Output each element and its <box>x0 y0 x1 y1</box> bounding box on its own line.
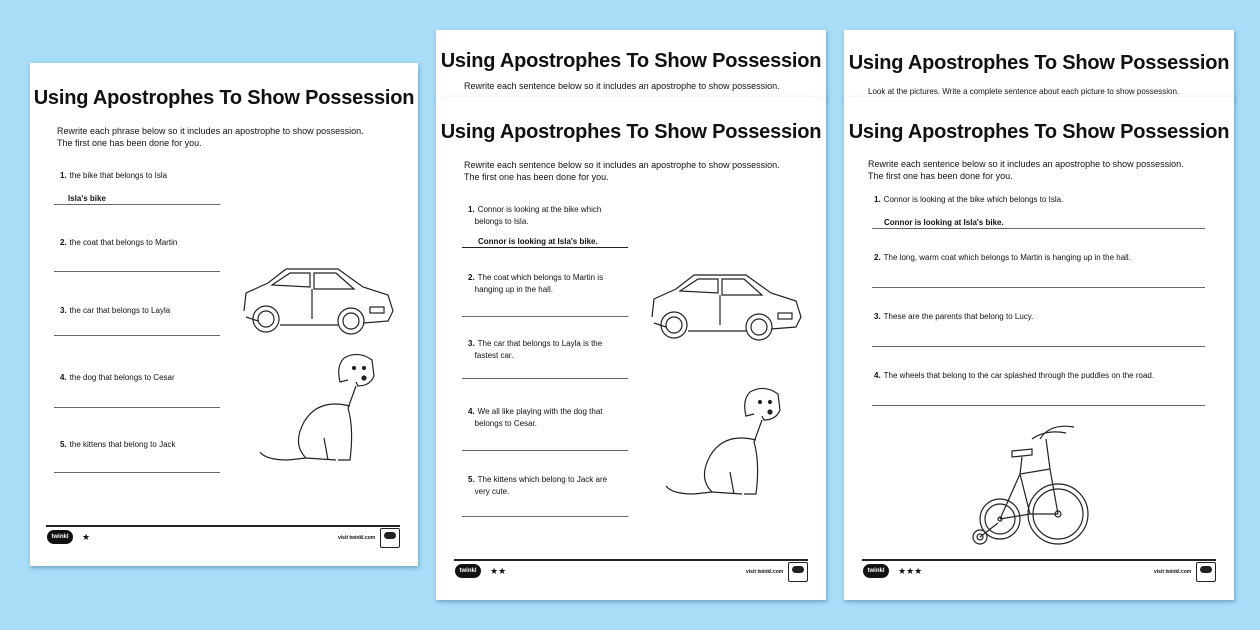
answer-line[interactable] <box>462 516 628 517</box>
difficulty-stars: ★★ <box>490 566 507 576</box>
question-3: 3. The car that belongs to Layla is the fastest car. <box>468 339 603 360</box>
example-answer: Connor is looking at Isla's bike. <box>478 237 598 246</box>
question-3: 3. the car that belongs to Layla <box>60 306 171 315</box>
question-2: 2. the coat that belongs to Martin <box>60 238 178 247</box>
worksheet-2-back <box>436 30 826 100</box>
question-1: 1. Connor is looking at the bike which belongs to Isla. <box>468 205 602 226</box>
worksheet-title: Using Apostrophes To Show Possession <box>440 121 822 143</box>
instruction-line: The first one has been done for you. <box>868 171 1013 181</box>
example-answer: Connor is looking at Isla's bike. <box>884 218 1004 227</box>
twinkl-logo: twinkl <box>863 564 889 578</box>
answer-line[interactable] <box>872 287 1205 288</box>
question-4: 4. the dog that belongs to Cesar <box>60 373 175 382</box>
bicycle-illustration <box>970 419 1095 551</box>
instruction-line: The first one has been done for you. <box>57 138 202 148</box>
instructions <box>57 125 364 149</box>
answer-line[interactable] <box>462 378 628 379</box>
question-3: 3. These are the parents that belong to Lucy. <box>874 312 1034 321</box>
worksheet-title: Using Apostrophes To Show Possession <box>33 87 415 109</box>
badge-icon <box>1196 562 1216 582</box>
example-answer: Isla's bike <box>68 194 106 203</box>
question-5: 5. the kittens that belong to Jack <box>60 440 176 449</box>
answer-line[interactable] <box>54 271 220 272</box>
difficulty-stars: ★★★ <box>898 566 923 576</box>
instructions: Rewrite each sentence below so it includes an apostrophe to show possession. <box>464 81 780 91</box>
question-4: 4. We all like playing with the dog that belongs to Cesar. <box>468 407 603 428</box>
question-4: 4. The wheels that belong to the car splashed through the puddles on the road. <box>874 371 1155 380</box>
worksheet-3 <box>844 97 1234 600</box>
answer-line[interactable] <box>54 472 220 473</box>
footer-divider <box>454 559 808 561</box>
footer-site: visit twinkl.com <box>338 535 376 541</box>
dog-illustration <box>664 382 789 502</box>
answer-line[interactable] <box>462 247 628 248</box>
footer-divider <box>862 559 1216 561</box>
instructions <box>464 159 780 183</box>
car-illustration <box>646 269 806 344</box>
instruction-line: Rewrite each sentence below so it includes an apostrophe to show possession. <box>464 160 780 170</box>
twinkl-logo: twinkl <box>47 530 73 544</box>
answer-line[interactable] <box>462 316 628 317</box>
instructions: Look at the pictures. Write a complete sentence about each picture to show possession. <box>868 87 1180 96</box>
answer-line[interactable] <box>872 346 1205 347</box>
answer-line[interactable] <box>872 228 1205 229</box>
worksheet-title: Using Apostrophes To Show Possession <box>440 50 822 72</box>
footer-site: visit twinkl.com <box>1154 569 1192 575</box>
answer-line[interactable] <box>54 335 220 336</box>
answer-line[interactable] <box>54 407 220 408</box>
badge-icon <box>380 528 400 548</box>
worksheet-title: Using Apostrophes To Show Possession <box>848 121 1230 143</box>
question-1: 1. Connor is looking at the bike which belongs to Isla. <box>874 195 1064 204</box>
footer-site: visit twinkl.com <box>746 569 784 575</box>
worksheet-2 <box>436 97 826 600</box>
question-1: 1. the bike that belongs to Isla <box>60 171 168 180</box>
question-2: 2. The coat which belongs to Martin is hanging up in the hall. <box>468 273 604 294</box>
car-illustration <box>238 263 398 338</box>
worksheet-1 <box>30 63 418 566</box>
dog-illustration <box>258 348 383 468</box>
answer-line[interactable] <box>872 405 1205 406</box>
worksheet-3-back <box>844 30 1234 100</box>
answer-line[interactable] <box>54 204 220 205</box>
question-5: 5. The kittens which belong to Jack are very cute. <box>468 475 608 496</box>
instruction-line: Rewrite each phrase below so it includes an apostrophe to show possession. <box>57 126 364 136</box>
difficulty-stars: ★ <box>82 532 91 542</box>
question-2: 2. The long, warm coat which belongs to Martin is hanging up in the hall. <box>874 253 1131 262</box>
footer-divider <box>46 525 400 527</box>
answer-line[interactable] <box>462 450 628 451</box>
instructions <box>868 158 1184 182</box>
badge-icon <box>788 562 808 582</box>
twinkl-logo: twinkl <box>455 564 481 578</box>
instruction-line: Rewrite each sentence below so it includes an apostrophe to show possession. <box>868 159 1184 169</box>
worksheet-title: Using Apostrophes To Show Possession <box>848 52 1230 74</box>
instruction-line: The first one has been done for you. <box>464 172 609 182</box>
